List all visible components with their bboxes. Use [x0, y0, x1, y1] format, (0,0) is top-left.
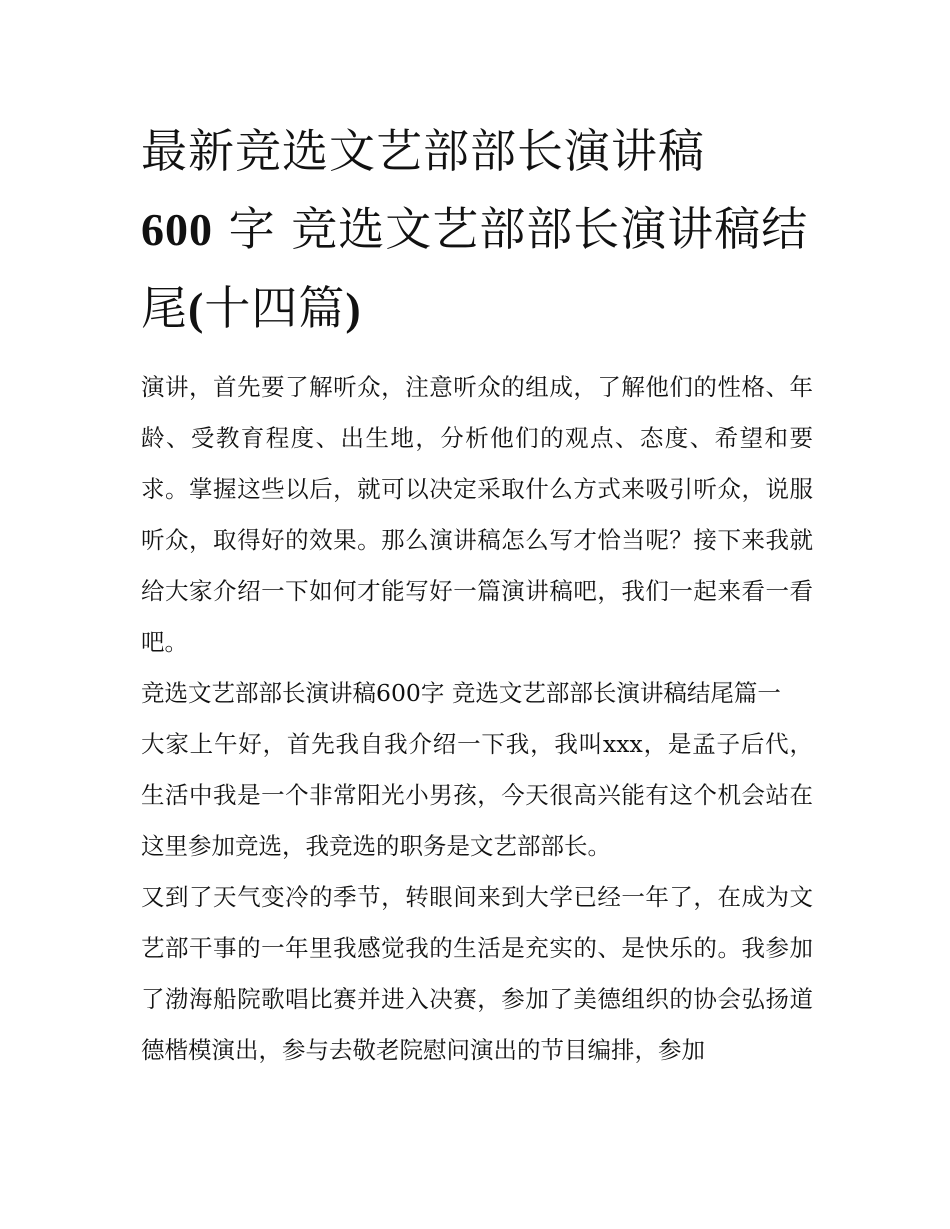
document-body — [141, 112, 813, 1076]
body-paragraph-1: 大家上午好，首先我自我介绍一下我，我叫xxx，是孟子后代，生活中我是一个非常阳光小男孩，今天很高兴能有这个机会站在这里参加竞选，我竞选的职务是文艺部部长。 — [141, 730, 813, 860]
document-title — [141, 112, 813, 348]
title-part-1: 最新竞选文艺部部长演讲稿 — [141, 124, 705, 178]
section-heading: 竞选文艺部部长演讲稿600字 竞选文艺部部长演讲稿结尾篇一 — [141, 679, 781, 707]
title-part-3: 十四篇 — [204, 281, 346, 335]
title-part-2: 字 竞选文艺部部长演讲稿结尾 — [141, 202, 809, 335]
intro-paragraph: 演讲，首先要了解听众，注意听众的组成，了解他们的性格、年龄、受教育程度、出生地，分析他们的观点、态度、希望和要求。掌握这些以后，就可以决定采取什么方式来吸引听众，说服听众，取得好的效果。那么演讲稿怎么写才恰当呢？接下来我就给大家介绍一下如何才能写好一篇演讲稿吧，我们一起来看一看吧。 — [141, 373, 813, 656]
title-number: 600 — [141, 204, 213, 255]
title-paren-close: ) — [345, 283, 362, 334]
body-paragraph-2: 又到了天气变冷的季节，转眼间来到大学已经一年了，在成为文艺部干事的一年里我感觉我的生活是充实的、是快乐的。我参加了渤海船院歌唱比赛并进入决赛，参加了美德组织的协会弘扬道德楷模演出，参与去敬老院慰问演出的节目编排，参加 — [141, 883, 813, 1064]
title-paren-open: ( — [188, 283, 205, 334]
